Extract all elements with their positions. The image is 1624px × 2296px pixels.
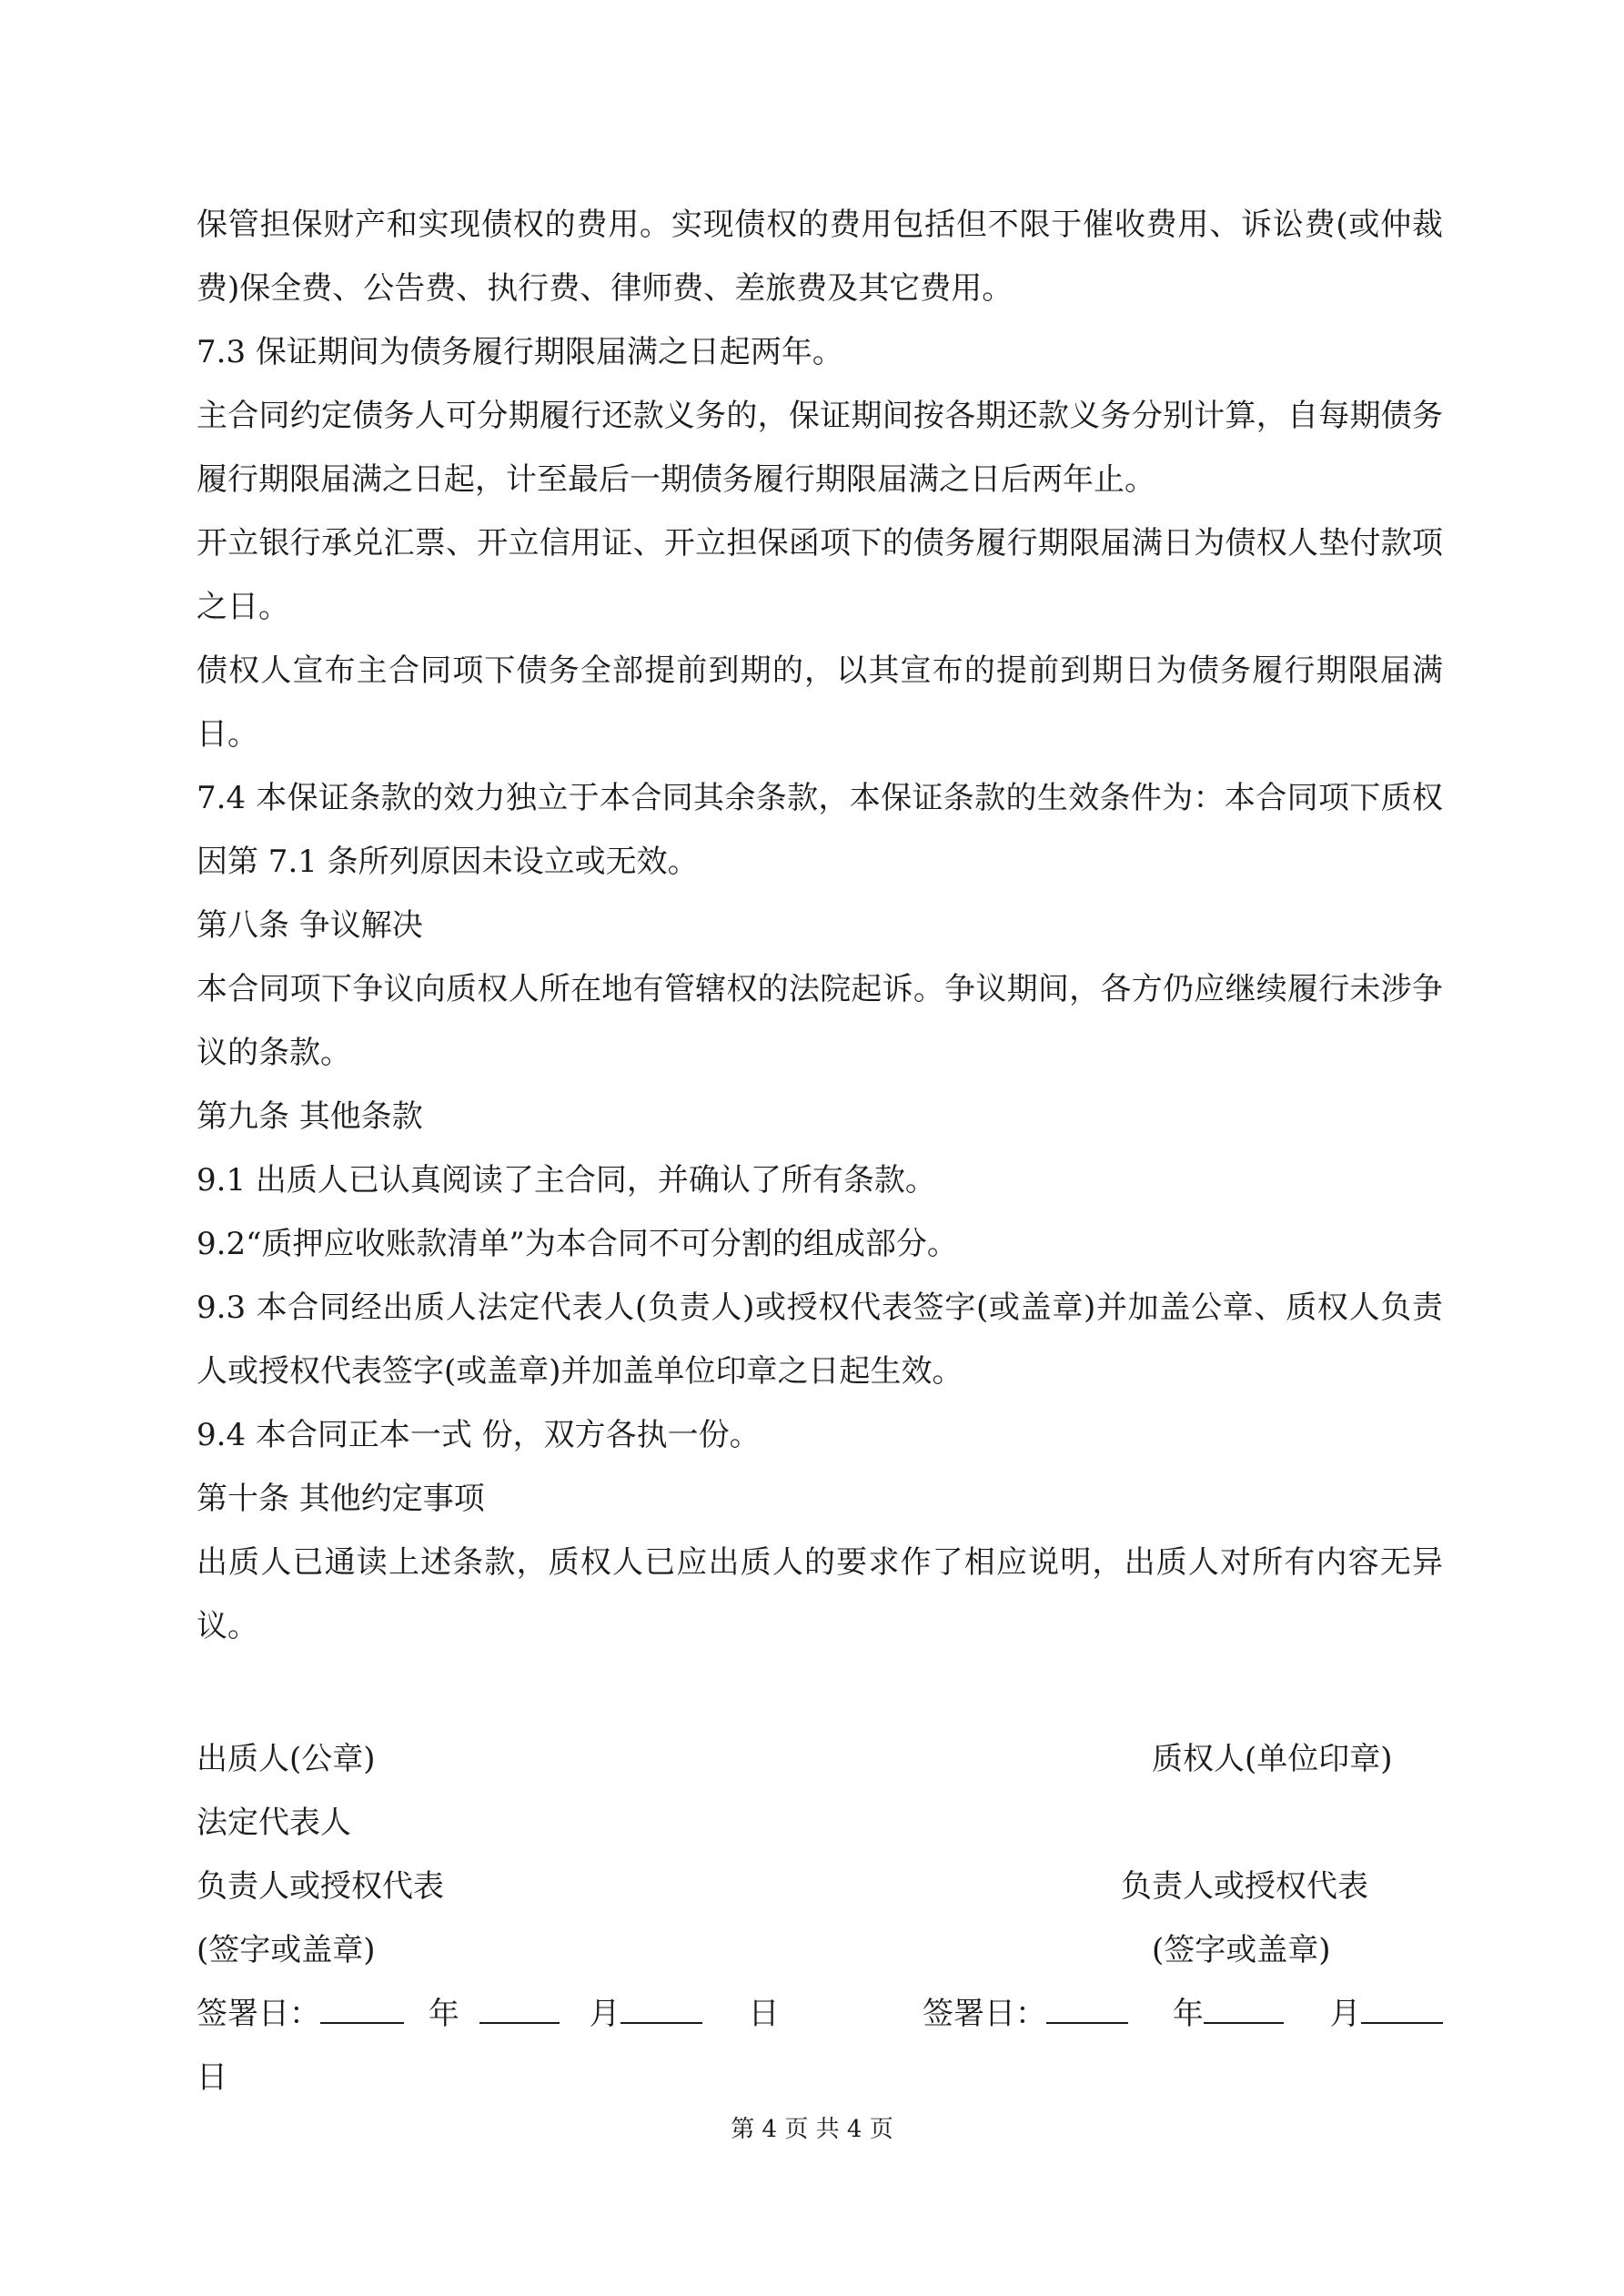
clause-9-3: 9.3 本合同经出质人法定代表人(负责人)或授权代表签字(或盖章)并加盖公章、质权人负责人或授权代表签字(或盖章)并加盖单位印章之日起生效。 xyxy=(197,1290,1443,1390)
month-blank[interactable] xyxy=(479,1991,560,2024)
month-blank[interactable] xyxy=(1204,1991,1284,2024)
signature-block xyxy=(197,1727,1443,2109)
signature-row-dates xyxy=(197,1982,1443,2046)
pledgor-seal-label: 出质人(公章) xyxy=(197,1741,376,1777)
pledgee-seal-label: 质权人(单位印章) xyxy=(1152,1741,1393,1777)
clause-9-1: 9.1 出质人已认真阅读了主合同，并确认了所有条款。 xyxy=(197,1162,936,1199)
paragraph-early-maturity: 债权人宣布主合同项下债务全部提前到期的，以其宣布的提前到期日为债务履行期限届满日。 xyxy=(197,652,1443,753)
paragraph-dispute-resolution: 本合同项下争议向质权人所在地有管辖权的法院起诉。争议期间，各方仍应继续履行未涉争议的条款。 xyxy=(197,971,1443,1071)
contract-body xyxy=(197,193,1443,1658)
year-blank[interactable] xyxy=(320,1991,404,2024)
page-indicator: 第 4 页 共 4 页 xyxy=(731,2116,893,2143)
article-10-heading: 第十条 其他约定事项 xyxy=(197,1481,485,1517)
paragraph-expenses: 保管担保财产和实现债权的费用。实现债权的费用包括但不限于催收费用、诉讼费(或仲裁费)保全费、公告费、执行费、律师费、差旅费及其它费用。 xyxy=(197,207,1443,307)
month-label: 月 xyxy=(1329,1996,1361,2032)
paragraph-installment-period: 主合同约定债务人可分期履行还款义务的，保证期间按各期还款义务分别计算，自每期债务履行期限届满之日起，计至最后一期债务履行期限届满之日后两年止。 xyxy=(197,398,1443,498)
paragraph-acknowledgement: 出质人已通读上述条款，质权人已应出质人的要求作了相应说明，出质人对所有内容无异议。 xyxy=(197,1544,1443,1644)
clause-7-4: 7.4 本保证条款的效力独立于本合同其余条款，本保证条款的生效条件为：本合同项下质权因第 7.1 条所列原因未设立或无效。 xyxy=(197,780,1443,880)
article-9-heading: 第九条 其他条款 xyxy=(197,1098,423,1135)
date-label: 签署日： xyxy=(923,1996,1046,2032)
pledgee-day-label: 日 xyxy=(197,2059,227,2096)
pledgor-sign-note: (签字或盖章) xyxy=(197,1932,376,1968)
signature-row-sign-note xyxy=(197,1918,1443,1982)
pledgee-sign-note: (签字或盖章) xyxy=(1152,1932,1331,1968)
page-footer xyxy=(0,2111,1624,2148)
year-label: 年 xyxy=(1172,1996,1204,2032)
signature-row-parties xyxy=(197,1727,1443,1791)
clause-9-4: 9.4 本合同正本一式 份，双方各执一份。 xyxy=(197,1417,761,1453)
pledgor-sign-date xyxy=(197,1982,779,2046)
article-8-heading: 第八条 争议解决 xyxy=(197,907,423,944)
pledgee-authorized-label: 负责人或授权代表 xyxy=(1121,1868,1368,1905)
date-label: 签署日： xyxy=(197,1996,320,2032)
day-blank[interactable] xyxy=(1361,1991,1443,2024)
day-blank[interactable] xyxy=(620,1991,702,2024)
signature-row-legal-rep xyxy=(197,1791,1443,1855)
clause-7-3: 7.3 保证期间为债务履行期限届满之日起两年。 xyxy=(197,334,843,370)
year-blank[interactable] xyxy=(1046,1991,1128,2024)
month-label: 月 xyxy=(589,1996,620,2032)
pledgee-sign-date xyxy=(923,1982,1443,2046)
pledgor-authorized-label: 负责人或授权代表 xyxy=(197,1868,444,1905)
clause-9-2: 9.2“质押应收账款清单”为本合同不可分割的组成部分。 xyxy=(197,1226,958,1262)
paragraph-bank-acceptance: 开立银行承兑汇票、开立信用证、开立担保函项下的债务履行期限届满日为债权人垫付款项之日。 xyxy=(197,525,1443,625)
signature-row-authorized xyxy=(197,1855,1443,1918)
year-label: 年 xyxy=(428,1996,459,2032)
signature-row-day-wrap xyxy=(197,2046,1443,2109)
legal-representative-label: 法定代表人 xyxy=(197,1805,351,1841)
day-label: 日 xyxy=(748,1996,780,2032)
